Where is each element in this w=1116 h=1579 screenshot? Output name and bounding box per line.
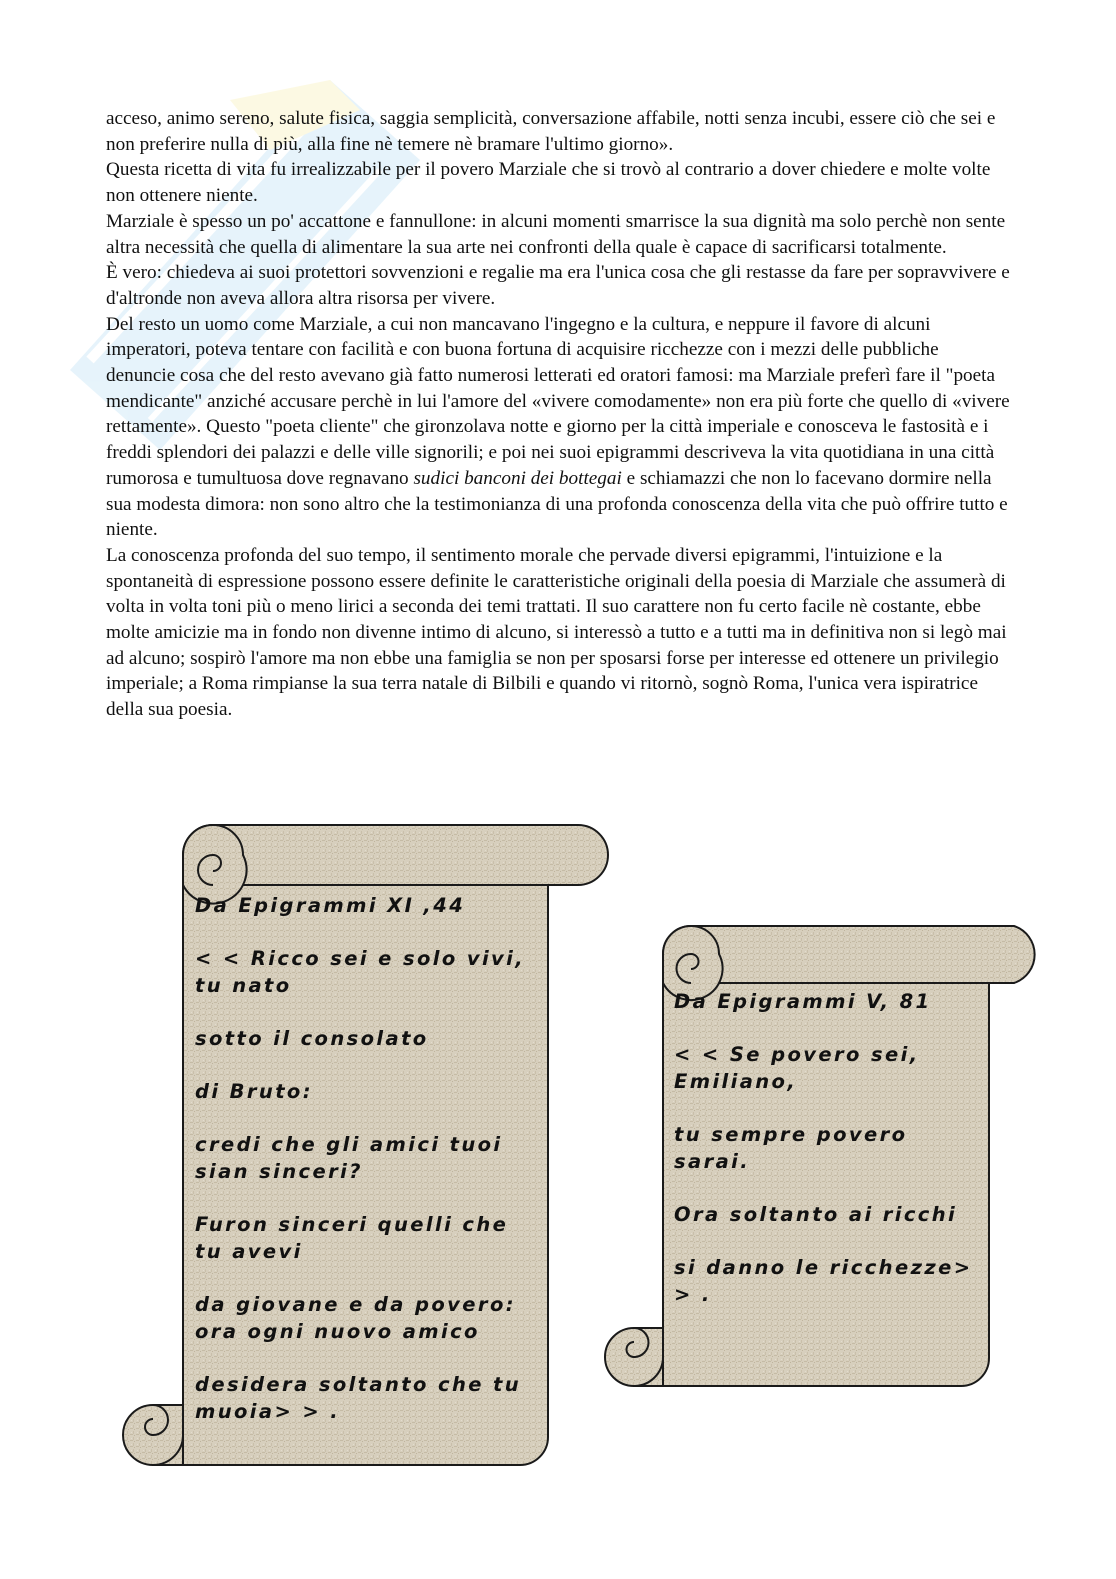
- scroll-left-line: < < Ricco sei e solo vivi, tu nato: [195, 947, 526, 997]
- paragraph-2: Questa ricetta di vita fu irrealizzabile per il povero Marziale che si trovò al contrario a dover chiedere e molte volte non ottenere niente.: [106, 159, 991, 207]
- scroll-left-line: da giovane e da povero: ora ogni nuovo amico: [195, 1293, 516, 1343]
- scroll-right-heading: Da Epigrammi V, 81: [674, 990, 932, 1013]
- scroll-right-line: < < Se povero sei, Emiliano,: [674, 1043, 920, 1093]
- scroll-left-text: [195, 892, 540, 1451]
- scroll-left: [118, 822, 613, 1467]
- body-text: [106, 106, 1011, 723]
- scroll-right-line: si danno le ricchezze> > .: [674, 1256, 973, 1306]
- paragraph-1: acceso, animo sereno, salute fisica, saggia semplicità, conversazione affabile, notti senza incubi, essere ciò che sei e non preferire nulla di più, alla fine nè temere nè bramare l'ultimo giorno».: [106, 108, 996, 155]
- scroll-right: [606, 923, 1048, 1388]
- scroll-right-line: tu sempre povero sarai.: [674, 1123, 908, 1173]
- paragraph-5-italic: sudici banconi dei bottegai: [413, 467, 622, 489]
- paragraph-5-part-2: e schiamazzi che non lo facevano dormire nella sua modesta dimora: non sono altro che la testimonianza di una profonda conoscenza della vita che può offrire tutto e niente.: [106, 467, 1008, 541]
- paragraph-6: La conoscenza profonda del suo tempo, il sentimento morale che pervade diversi epigrammi, l'intuizione e la spontaneità di espressione possono essere definite le caratteristiche originali della poesia di Marziale che assumerà di volta in volta toni più o meno lirici a seconda dei temi trattati. Il suo carattere non fu certo facile nè costante, ebbe molte amicizie ma in fondo non divenne intimo di alcuno, si interessò a tutto e a tutti ma in definitiva non si legò mai ad alcuno; sospirò l'amore ma non ebbe una famiglia se non per sposarsi forse per interesse ed ottenere un privilegio imperiale; a Roma rimpianse la sua terra natale di Bilbili e quando vi ritornò, sognò Roma, l'unica vera ispiratrice della sua poesia.: [106, 544, 1007, 721]
- scroll-left-line: desidera soltanto che tu muoia> > .: [195, 1373, 522, 1423]
- scroll-right-text: [674, 988, 986, 1334]
- paragraph-5: [106, 312, 1011, 543]
- scroll-right-line: Ora soltanto ai ricchi: [674, 1203, 958, 1226]
- scroll-left-line: Furon sinceri quelli che tu avevi: [195, 1213, 509, 1263]
- scroll-left-line: sotto il consolato: [195, 1027, 429, 1050]
- scroll-left-heading: Da Epigrammi XI ,44: [195, 894, 466, 917]
- scroll-left-line: di Bruto:: [195, 1080, 313, 1103]
- scroll-left-line: credi che gli amici tuoi sian sinceri?: [195, 1133, 503, 1183]
- paragraph-5-part-1: Del resto un uomo come Marziale, a cui non mancavano l'ingegno e la cultura, e neppure il favore di alcuni imperatori, poteva tentare con facilità e con buona fortuna di acquisire ricchezze con i mezzi delle pubbliche denuncie cosa che del resto avevano già fatto numerosi letterati ed oratori famosi: ma Marziale preferì fare il "poeta mendicante" anziché accusare perchè in lui l'amore del «vivere comodamente» non era più forte che quello di «vivere rettamente». Questo "poeta cliente" che gironzolava notte e giorno per la città imperiale e conosceva le fastosità e i freddi splendori dei palazzi e delle ville signorili; e poi nei suoi epigrammi descriveva la vita quotidiana in una città rumorosa e tumultuosa dove regnavano: [106, 313, 1010, 489]
- paragraph-4: È vero: chiedeva ai suoi protettori sovvenzioni e regalie ma era l'unica cosa che gli restasse da fare per sopravvivere e d'altronde non aveva allora altra risorsa per vivere.: [106, 262, 1010, 309]
- paragraph-3: Marziale è spesso un po' accattone e fannullone: in alcuni momenti smarrisce la sua dignità ma solo perchè non sente altra necessità che quella di alimentare la sua arte nei confronti della quale è capace di sacrificarsi totalmente.: [106, 210, 1006, 258]
